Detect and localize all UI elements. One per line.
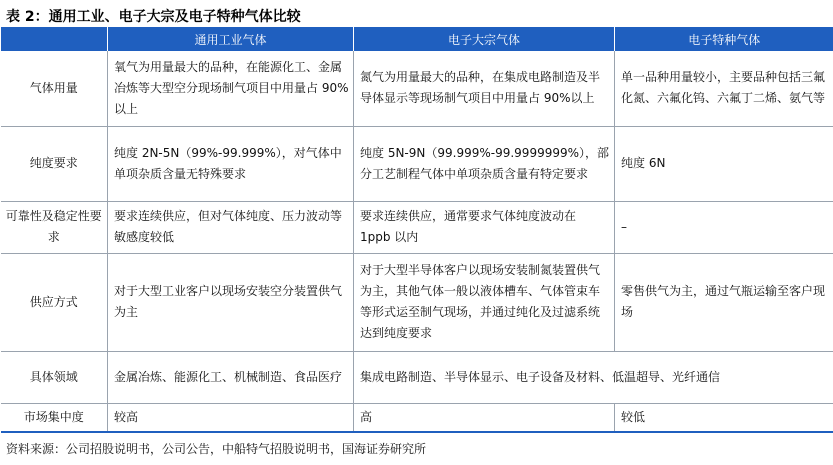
- row-label: 气体用量: [1, 51, 108, 126]
- row-label: 纯度要求: [1, 126, 108, 201]
- table-row: [1, 51, 833, 126]
- table-row: [1, 201, 833, 253]
- table-cell: 纯度 2N-5N（99%-99.999%），对气体中单项杂质含量无特殊要求: [108, 126, 354, 201]
- header-cell-blank: [1, 27, 108, 51]
- table-row: [1, 126, 833, 201]
- row-label: 市场集中度: [1, 403, 108, 432]
- header-cell-electronic-bulk-gas: 电子大宗气体: [354, 27, 615, 51]
- table-cell: 集成电路制造、半导体显示、电子设备及材料、低温超导、光纤通信: [354, 351, 833, 403]
- table-cell: 纯度 6N: [615, 126, 833, 201]
- row-label: 可靠性及稳定性要求: [1, 201, 108, 253]
- header-row: [1, 27, 833, 51]
- table-cell: 要求连续供应，但对气体纯度、压力波动等敏感度较低: [108, 201, 354, 253]
- table-cell: 零售供气为主，通过气瓶运输至客户现场: [615, 253, 833, 351]
- table-cell: 氧气为用量最大的品种，在能源化工、金属冶炼等大型空分现场制气项目中用量占 90%以上: [108, 51, 354, 126]
- table-cell: 对于大型工业客户以现场安装空分装置供气为主: [108, 253, 354, 351]
- comparison-table: [0, 27, 833, 433]
- table-row: [1, 253, 833, 351]
- table-cell: 单一品种用量较小，主要品种包括三氟化氮、六氟化钨、六氟丁二烯、氨气等: [615, 51, 833, 126]
- table-title: 表 2：通用工业、电子大宗及电子特种气体比较: [6, 9, 301, 25]
- table-row: [1, 403, 833, 432]
- table-row: [1, 351, 833, 403]
- table-cell: –: [615, 201, 833, 253]
- table-cell: 较低: [615, 403, 833, 432]
- source-note: 资料来源：公司招股说明书，公司公告，中船特气招股说明书，国海证券研究所: [6, 442, 427, 456]
- row-label: 供应方式: [1, 253, 108, 351]
- row-label: 具体领域: [1, 351, 108, 403]
- header-cell-electronic-specialty-gas: 电子特种气体: [615, 27, 833, 51]
- table-cell: 纯度 5N-9N（99.999%-99.9999999%），部分工艺制程气体中单项杂质含量有特定要求: [354, 126, 615, 201]
- table-cell: 对于大型半导体客户以现场安装制氮装置供气为主，其他气体一般以液体槽车、气体管束车等形式运至制气现场，并通过纯化及过滤系统达到纯度要求: [354, 253, 615, 351]
- table-cell: 较高: [108, 403, 354, 432]
- table-cell: 要求连续供应，通常要求气体纯度波动在 1ppb 以内: [354, 201, 615, 253]
- table-cell: 高: [354, 403, 615, 432]
- header-cell-industrial-gas: 通用工业气体: [108, 27, 354, 51]
- table-cell: 金属冶炼、能源化工、机械制造、食品医疗: [108, 351, 354, 403]
- table-cell: 氮气为用量最大的品种，在集成电路制造及半导体显示等现场制气项目中用量占 90%以上: [354, 51, 615, 126]
